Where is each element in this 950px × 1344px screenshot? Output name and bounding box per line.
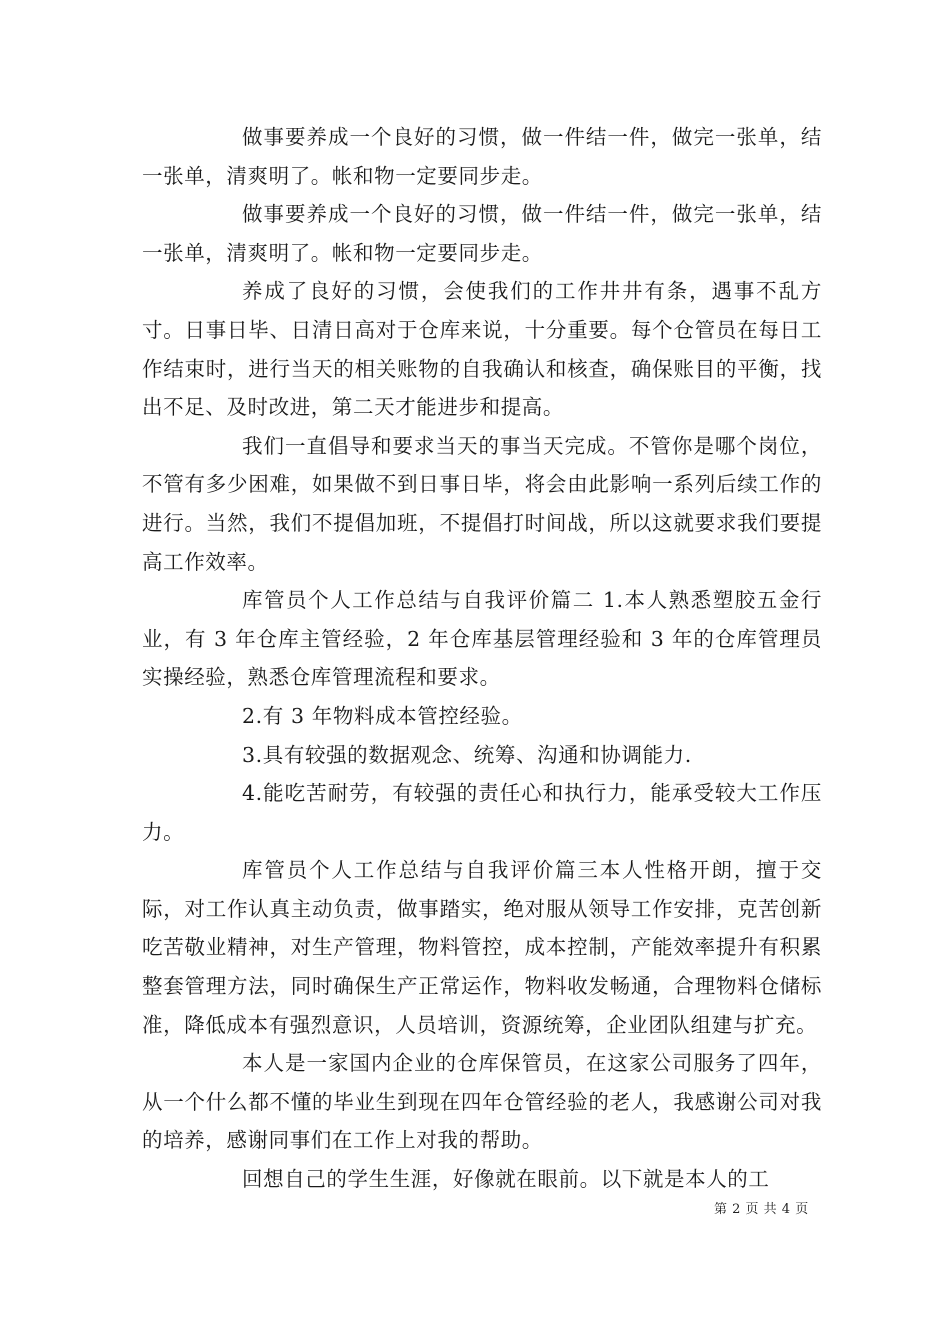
paragraph-5: 库管员个人工作总结与自我评价篇二 1.本人熟悉塑胶五金行业，有 3 年仓库主管经验，2 年仓库基层管理经验和 3 年的仓库管理员实操经验，熟悉仓库管理流程和要求。 [142,588,822,690]
paragraph-2: 做事要养成一个良好的习惯，做一件结一件，做完一张单，结一张单，清爽明了。帐和物一定要同步走。 [142,202,822,265]
page-number-footer: 第 2 页 共 4 页 [714,1202,809,1217]
paragraph-7: 3.具有较强的数据观念、统筹、沟通和协调能力. [242,742,692,767]
paragraph-3: 养成了良好的习惯，会使我们的工作井井有条，遇事不乱方寸。日事日毕、日清日高对于仓库来说，十分重要。每个仓管员在每日工作结束时，进行当天的相关账物的自我确认和核查，确保账目的平衡，找出不足、及时改进，第二天才能进步和提高。 [142,279,822,420]
paragraph-11: 回想自己的学生生涯，好像就在眼前。以下就是本人的工 [242,1167,770,1192]
paragraph-10: 本人是一家国内企业的仓库保管员，在这家公司服务了四年，从一个什么都不懂的毕业生到现在四年仓管经验的老人，我感谢公司对我的培养，感谢同事们在工作上对我的帮助。 [142,1051,822,1153]
paragraph-8: 4.能吃苦耐劳，有较强的责任心和执行力，能承受较大工作压力。 [142,781,822,844]
document-body [142,118,822,1199]
paragraph-9: 库管员个人工作总结与自我评价篇三本人性格开朗，擅于交际，对工作认真主动负责，做事踏实，绝对服从领导工作安排，克苦创新吃苦敬业精神，对生产管理，物料管控，成本控制，产能效率提升有积累整套管理方法，同时确保生产正常运作，物料收发畅通，合理物料仓储标准，降低成本有强烈意识，人员培训，资源统筹，企业团队组建与扩充。 [142,858,822,1037]
paragraph-6: 2.有 3 年物料成本管控经验。 [242,703,523,728]
paragraph-1: 做事要养成一个良好的习惯，做一件结一件，做完一张单，结一张单，清爽明了。帐和物一定要同步走。 [142,125,822,188]
paragraph-4: 我们一直倡导和要求当天的事当天完成。不管你是哪个岗位，不管有多少困难，如果做不到日事日毕，将会由此影响一系列后续工作的进行。当然，我们不提倡加班，不提倡打时间战，所以这就要求我们要提高工作效率。 [142,433,822,574]
